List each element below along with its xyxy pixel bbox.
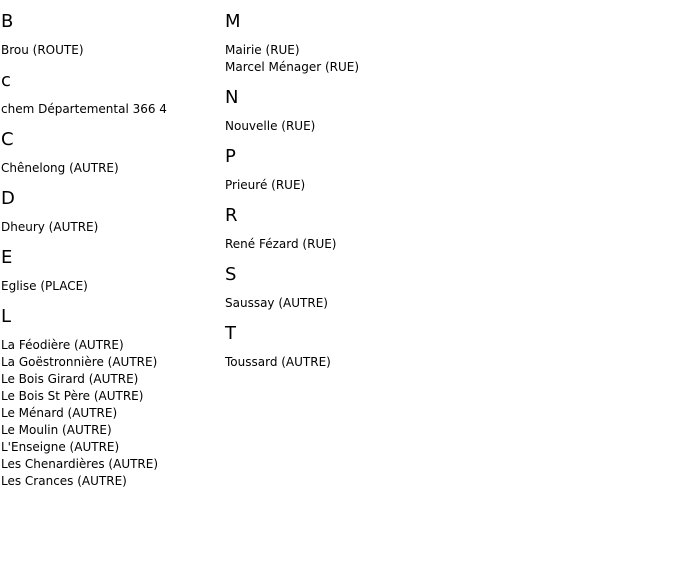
- street-entry: Le Bois St Père (AUTRE): [1, 389, 144, 403]
- letter-section: [1, 247, 221, 295]
- section-letter-heading: S: [225, 264, 237, 285]
- street-entry: Eglise (PLACE): [1, 279, 88, 293]
- street-list: [225, 42, 465, 76]
- letter-section: [1, 11, 221, 59]
- street-list: [225, 177, 465, 194]
- letter-section: [225, 87, 465, 135]
- street-entry: Saussay (AUTRE): [225, 296, 328, 310]
- section-letter-heading: D: [1, 188, 15, 209]
- street-entry: Les Chenardières (AUTRE): [1, 457, 159, 471]
- street-list: [1, 42, 221, 59]
- letter-section: [1, 129, 221, 177]
- section-letter-heading: B: [1, 11, 14, 32]
- street-entry: Le Bois Girard (AUTRE): [1, 372, 139, 386]
- section-letter-heading: E: [1, 247, 13, 268]
- street-entry: Le Ménard (AUTRE): [1, 406, 118, 420]
- section-letter-heading: C: [1, 129, 14, 150]
- letter-section: [225, 146, 465, 194]
- street-entry: Prieuré (RUE): [225, 178, 306, 192]
- street-list: [1, 101, 221, 118]
- section-letter-heading: T: [225, 323, 236, 344]
- street-entry: La Goëstronnière (AUTRE): [1, 355, 158, 369]
- street-index-column-right: [225, 0, 465, 371]
- section-letter-heading: c: [1, 70, 11, 91]
- street-index-column-left: [1, 0, 221, 490]
- section-letter-heading: N: [225, 87, 239, 108]
- letter-section: [1, 70, 221, 118]
- section-letter-heading: R: [225, 205, 238, 226]
- street-list: [1, 160, 221, 177]
- letter-section: [225, 205, 465, 253]
- section-letter-heading: P: [225, 146, 236, 167]
- letter-section: [1, 188, 221, 236]
- street-entry: Marcel Ménager (RUE): [225, 60, 360, 74]
- section-letter-heading: M: [225, 11, 241, 32]
- letter-section: [225, 264, 465, 312]
- street-list: [225, 295, 465, 312]
- street-entry: chem Départemental 366 4: [1, 102, 167, 116]
- street-list: [1, 337, 221, 490]
- street-entry: Chênelong (AUTRE): [1, 161, 119, 175]
- street-list: [225, 354, 465, 371]
- street-entry: Mairie (RUE): [225, 43, 300, 57]
- street-entry: La Féodière (AUTRE): [1, 338, 124, 352]
- letter-section: [225, 323, 465, 371]
- street-list: [225, 236, 465, 253]
- letter-section: [1, 306, 221, 490]
- letter-section: [225, 11, 465, 76]
- street-entry: René Fézard (RUE): [225, 237, 337, 251]
- street-entry: Brou (ROUTE): [1, 43, 84, 57]
- street-entry: Toussard (AUTRE): [225, 355, 331, 369]
- section-letter-heading: L: [1, 306, 12, 327]
- street-list: [1, 278, 221, 295]
- street-entry: Le Moulin (AUTRE): [1, 423, 112, 437]
- street-list: [1, 219, 221, 236]
- street-entry: Nouvelle (RUE): [225, 119, 316, 133]
- street-entry: Dheury (AUTRE): [1, 220, 99, 234]
- street-entry: L'Enseigne (AUTRE): [1, 440, 120, 454]
- street-list: [225, 118, 465, 135]
- street-entry: Les Crances (AUTRE): [1, 474, 127, 488]
